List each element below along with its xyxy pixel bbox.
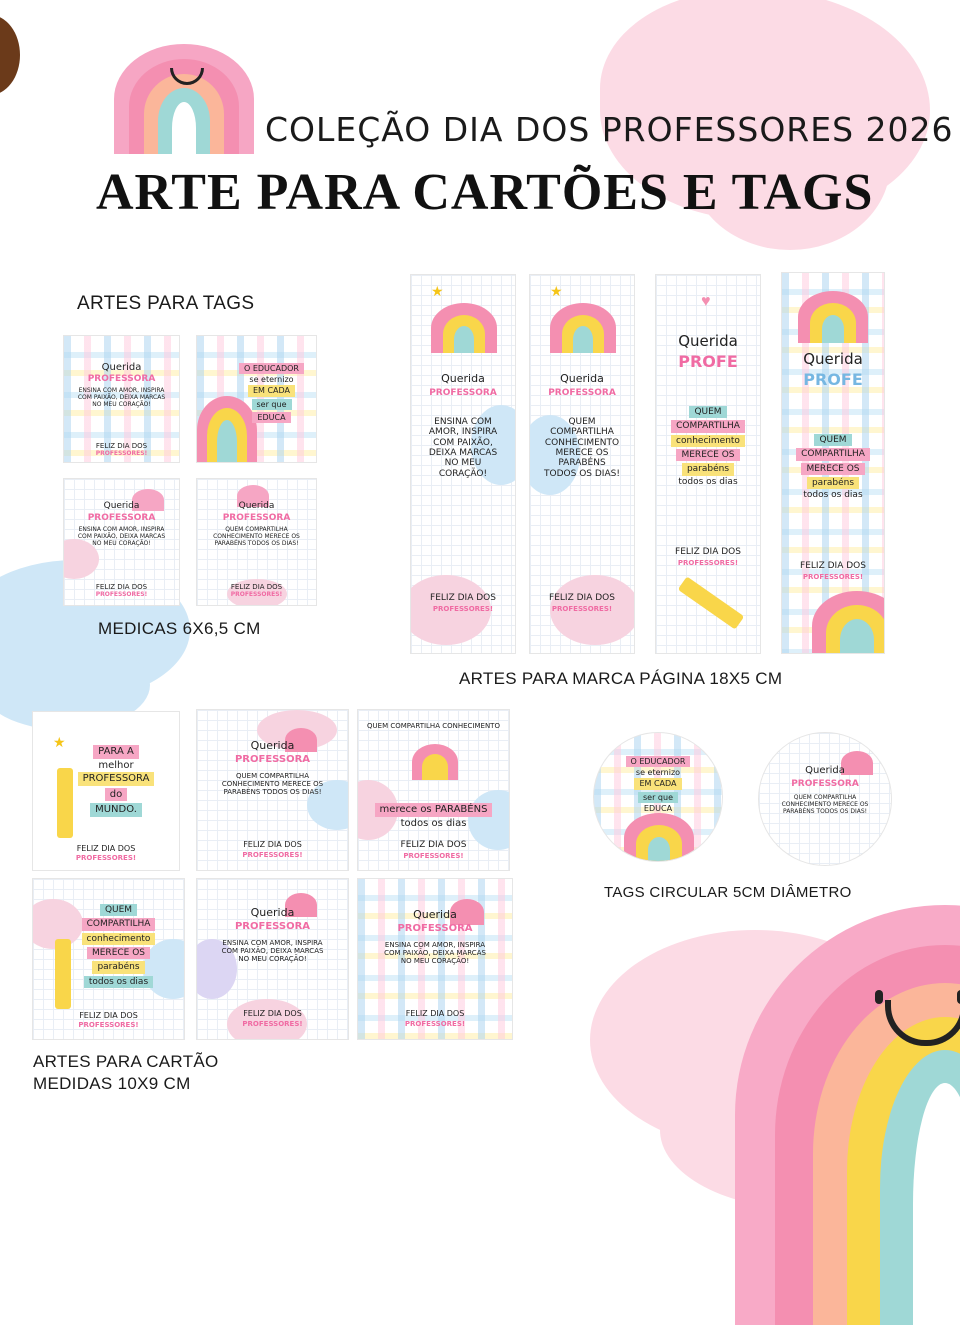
bookmark-greeting: Querida (678, 332, 738, 350)
bookmark-professores: PROFESSORES! (677, 559, 739, 567)
bookmark-card-amor[interactable] (410, 274, 516, 654)
tag-feliz: FELIZ DIA DOS (95, 583, 148, 591)
card-professores: PROFESSORES! (242, 1020, 303, 1028)
bookmark-feliz: FELIZ DIA DOS (800, 561, 866, 571)
card-m4: do (105, 788, 127, 802)
circle-edu-3: EM CADA (634, 778, 681, 789)
bookmark-professores: PROFESSORES! (551, 605, 613, 613)
tag-greeting: Querida (101, 362, 142, 373)
card-size-label: MEDIDAS 10X9 CM (33, 1074, 191, 1093)
card-q1: QUEM (100, 904, 137, 916)
bookmark-professora: PROFESSORA (548, 388, 616, 398)
card-professores: PROFESSORES! (242, 851, 303, 859)
bookmark-q5: parabéns (682, 463, 734, 475)
star-icon: ★ (53, 734, 66, 750)
bookmark-greeting: Querida (560, 372, 604, 385)
card-m3: PROFESSORA (78, 772, 155, 786)
tag-card-querida-professora-3[interactable] (196, 478, 317, 606)
bookmark-greeting: Querida (441, 372, 485, 385)
tag-professores: PROFESSORES! (95, 450, 148, 457)
bookmark-greeting: Querida (803, 350, 863, 368)
tag-edu-line-3: EM CADA (248, 385, 295, 396)
bookmark-q4: MERECE OS (801, 463, 864, 475)
card-professores: PROFESSORES! (404, 1020, 466, 1028)
tag-professores: PROFESSORES! (95, 591, 148, 598)
tag-card-querida-professora[interactable] (63, 335, 180, 463)
tag-edu-line-1: O EDUCADOR (239, 363, 304, 374)
bookmark-q6: todos os dias (803, 490, 863, 501)
card-feliz: FELIZ DIA DOS (400, 840, 467, 850)
card-melhor-professora[interactable] (32, 711, 180, 871)
circle-message: QUEM COMPARTILHA CONHECIMENTO MERECE OS PARABÉNS TODOS OS DIAS! (781, 794, 869, 815)
bookmark-q5: parabéns (807, 477, 859, 489)
circle-professora: PROFESSORA (791, 779, 859, 789)
bookmark-q1: QUEM (689, 406, 726, 418)
bookmark-message: QUEM COMPARTILHA CONHECIMENTO MERECE OS PARABÉNS TODOS OS DIAS! (544, 417, 620, 479)
bookmark-q2: COMPARTILHA (671, 420, 745, 432)
tag-professora: PROFESSORA (222, 513, 291, 523)
star-icon: ★ (550, 283, 563, 299)
bookmark-card-compartilha[interactable] (529, 274, 635, 654)
tag-card-educador[interactable] (196, 335, 317, 463)
card-professora: PROFESSORA (397, 923, 473, 934)
card-section-title: ARTES PARA CARTÃO (33, 1052, 219, 1071)
card-q4: MERECE OS (87, 947, 150, 959)
card-professores: PROFESSORES! (403, 852, 464, 860)
bookmark-card-profe[interactable] (655, 274, 761, 654)
card-message: ENSINA COM AMOR, INSPIRA COM PAIXÃO, DEIXA MARCAS NO MEU CORAÇÃO! (384, 941, 486, 966)
header-rainbow-logo (114, 44, 254, 154)
circle-edu-5: EDUCA (643, 803, 673, 813)
bookmark-feliz: FELIZ DIA DOS (430, 593, 496, 603)
card-q5: parabéns (92, 961, 144, 973)
circle-edu-2: se eternizo (635, 768, 681, 778)
card-feliz: FELIZ DIA DOS (79, 1011, 138, 1020)
bookmark-feliz: FELIZ DIA DOS (549, 593, 615, 603)
collection-subtitle: COLEÇÃO DIA DOS PROFESSORES 2026 (265, 110, 954, 149)
card-feliz: FELIZ DIA DOS (405, 1009, 465, 1018)
page-title: ARTE PARA CARTÕES E TAGS (96, 164, 874, 221)
card-arc-text: QUEM COMPARTILHA CONHECIMENTO (367, 722, 500, 730)
card-message: ENSINA COM AMOR, INSPIRA COM PAIXÃO, DEIXA MARCAS NO MEU CORAÇÃO! (221, 939, 324, 964)
circle-tag-querida[interactable] (758, 732, 892, 866)
bookmark-q1: QUEM (814, 434, 851, 446)
star-icon: ★ (431, 283, 444, 299)
bookmark-section-title: ARTES PARA MARCA PÁGINA 18X5 CM (459, 669, 783, 688)
tag-card-querida-professora-2[interactable] (63, 478, 180, 606)
tag-edu-line-4: ser que (252, 399, 292, 410)
card-professores: PROFESSORES! (75, 854, 137, 862)
tag-professora: PROFESSORA (87, 513, 156, 523)
card-querida-amor-plaid[interactable] (357, 878, 513, 1040)
tag-message: ENSINA COM AMOR, INSPIRA COM PAIXÃO, DEIXA MARCAS NO MEU CORAÇÃO! (77, 526, 166, 547)
tag-feliz: FELIZ DIA DOS (230, 583, 283, 591)
bookmark-message: ENSINA COM AMOR, INSPIRA COM PAIXÃO, DEIXA MARCAS NO MEU CORAÇÃO! (428, 417, 498, 479)
tag-greeting: Querida (238, 501, 275, 511)
bookmark-q4: MERECE OS (676, 449, 739, 461)
card-m1: PARA A (93, 745, 139, 759)
card-arc-2: merece os PARABÉNS (375, 803, 493, 817)
circle-greeting: Querida (805, 765, 845, 776)
tag-professora: PROFESSORA (87, 374, 156, 384)
card-professora: PROFESSORA (234, 754, 311, 765)
card-greeting: Querida (250, 906, 295, 919)
card-greeting: Querida (413, 908, 457, 921)
bookmark-card-profe-plaid[interactable] (781, 272, 885, 654)
card-feliz: FELIZ DIA DOS (243, 1009, 302, 1018)
circle-edu-1: O EDUCADOR (626, 756, 691, 767)
card-querida-compartilha[interactable] (196, 709, 349, 871)
bookmark-q2: COMPARTILHA (796, 448, 870, 460)
bookmark-profe: PROFE (678, 352, 738, 371)
card-greeting: Querida (250, 739, 295, 752)
heart-icon: ♥ (701, 293, 711, 310)
card-feliz: FELIZ DIA DOS (76, 844, 136, 853)
pencil-icon (678, 576, 745, 629)
circle-tag-educador[interactable] (593, 732, 723, 862)
bookmark-profe: PROFE (803, 370, 863, 389)
card-q2: COMPARTILHA (82, 918, 156, 930)
card-querida-amor[interactable] (196, 878, 349, 1040)
tag-message: QUEM COMPARTILHA CONHECIMENTO MERECE OS PARABÉNS TODOS OS DIAS! (213, 526, 300, 547)
big-rainbow-illustration (735, 905, 960, 1325)
bookmark-professora: PROFESSORA (429, 388, 497, 398)
card-professores: PROFESSORES! (78, 1021, 139, 1029)
tags-size-label: MEDICAS 6X6,5 CM (98, 619, 261, 638)
card-feliz: FELIZ DIA DOS (243, 840, 302, 849)
card-professora: PROFESSORA (234, 921, 311, 932)
tag-professores: PROFESSORES! (230, 591, 283, 598)
tag-greeting: Querida (103, 501, 140, 511)
bookmark-professores: PROFESSORES! (802, 573, 864, 581)
tag-edu-line-2: se eternizo (249, 375, 294, 385)
card-q6: todos os dias (84, 976, 153, 988)
circle-edu-4: ser que (638, 792, 678, 803)
tag-edu-line-5: EDUCA (252, 412, 290, 423)
bookmark-q6: todos os dias (678, 476, 738, 487)
tag-message: ENSINA COM AMOR, INSPIRA COM PAIXÃO, DEIXA MARCAS NO MEU CORAÇÃO! (77, 387, 166, 408)
card-message: QUEM COMPARTILHA CONHECIMENTO MERECE OS PARABÉNS TODOS OS DIAS! (221, 772, 324, 797)
circle-section-title: TAGS CIRCULAR 5CM DIÂMETRO (604, 884, 852, 901)
bookmark-feliz: FELIZ DIA DOS (675, 547, 741, 557)
card-m2: melhor (98, 759, 134, 771)
card-arc-3: todos os dias (400, 817, 467, 829)
tag-feliz: FELIZ DIA DOS (95, 442, 148, 450)
card-q3: conhecimento (82, 933, 156, 945)
bookmark-professores: PROFESSORES! (432, 605, 494, 613)
bookmark-q3: conhecimento (671, 435, 745, 447)
card-m5: MUNDO. (90, 803, 142, 817)
tags-section-title: ARTES PARA TAGS (77, 293, 255, 314)
brown-corner (0, 15, 20, 95)
card-arc-compartilha[interactable] (357, 709, 510, 871)
card-quem-compartilha[interactable] (32, 878, 185, 1040)
